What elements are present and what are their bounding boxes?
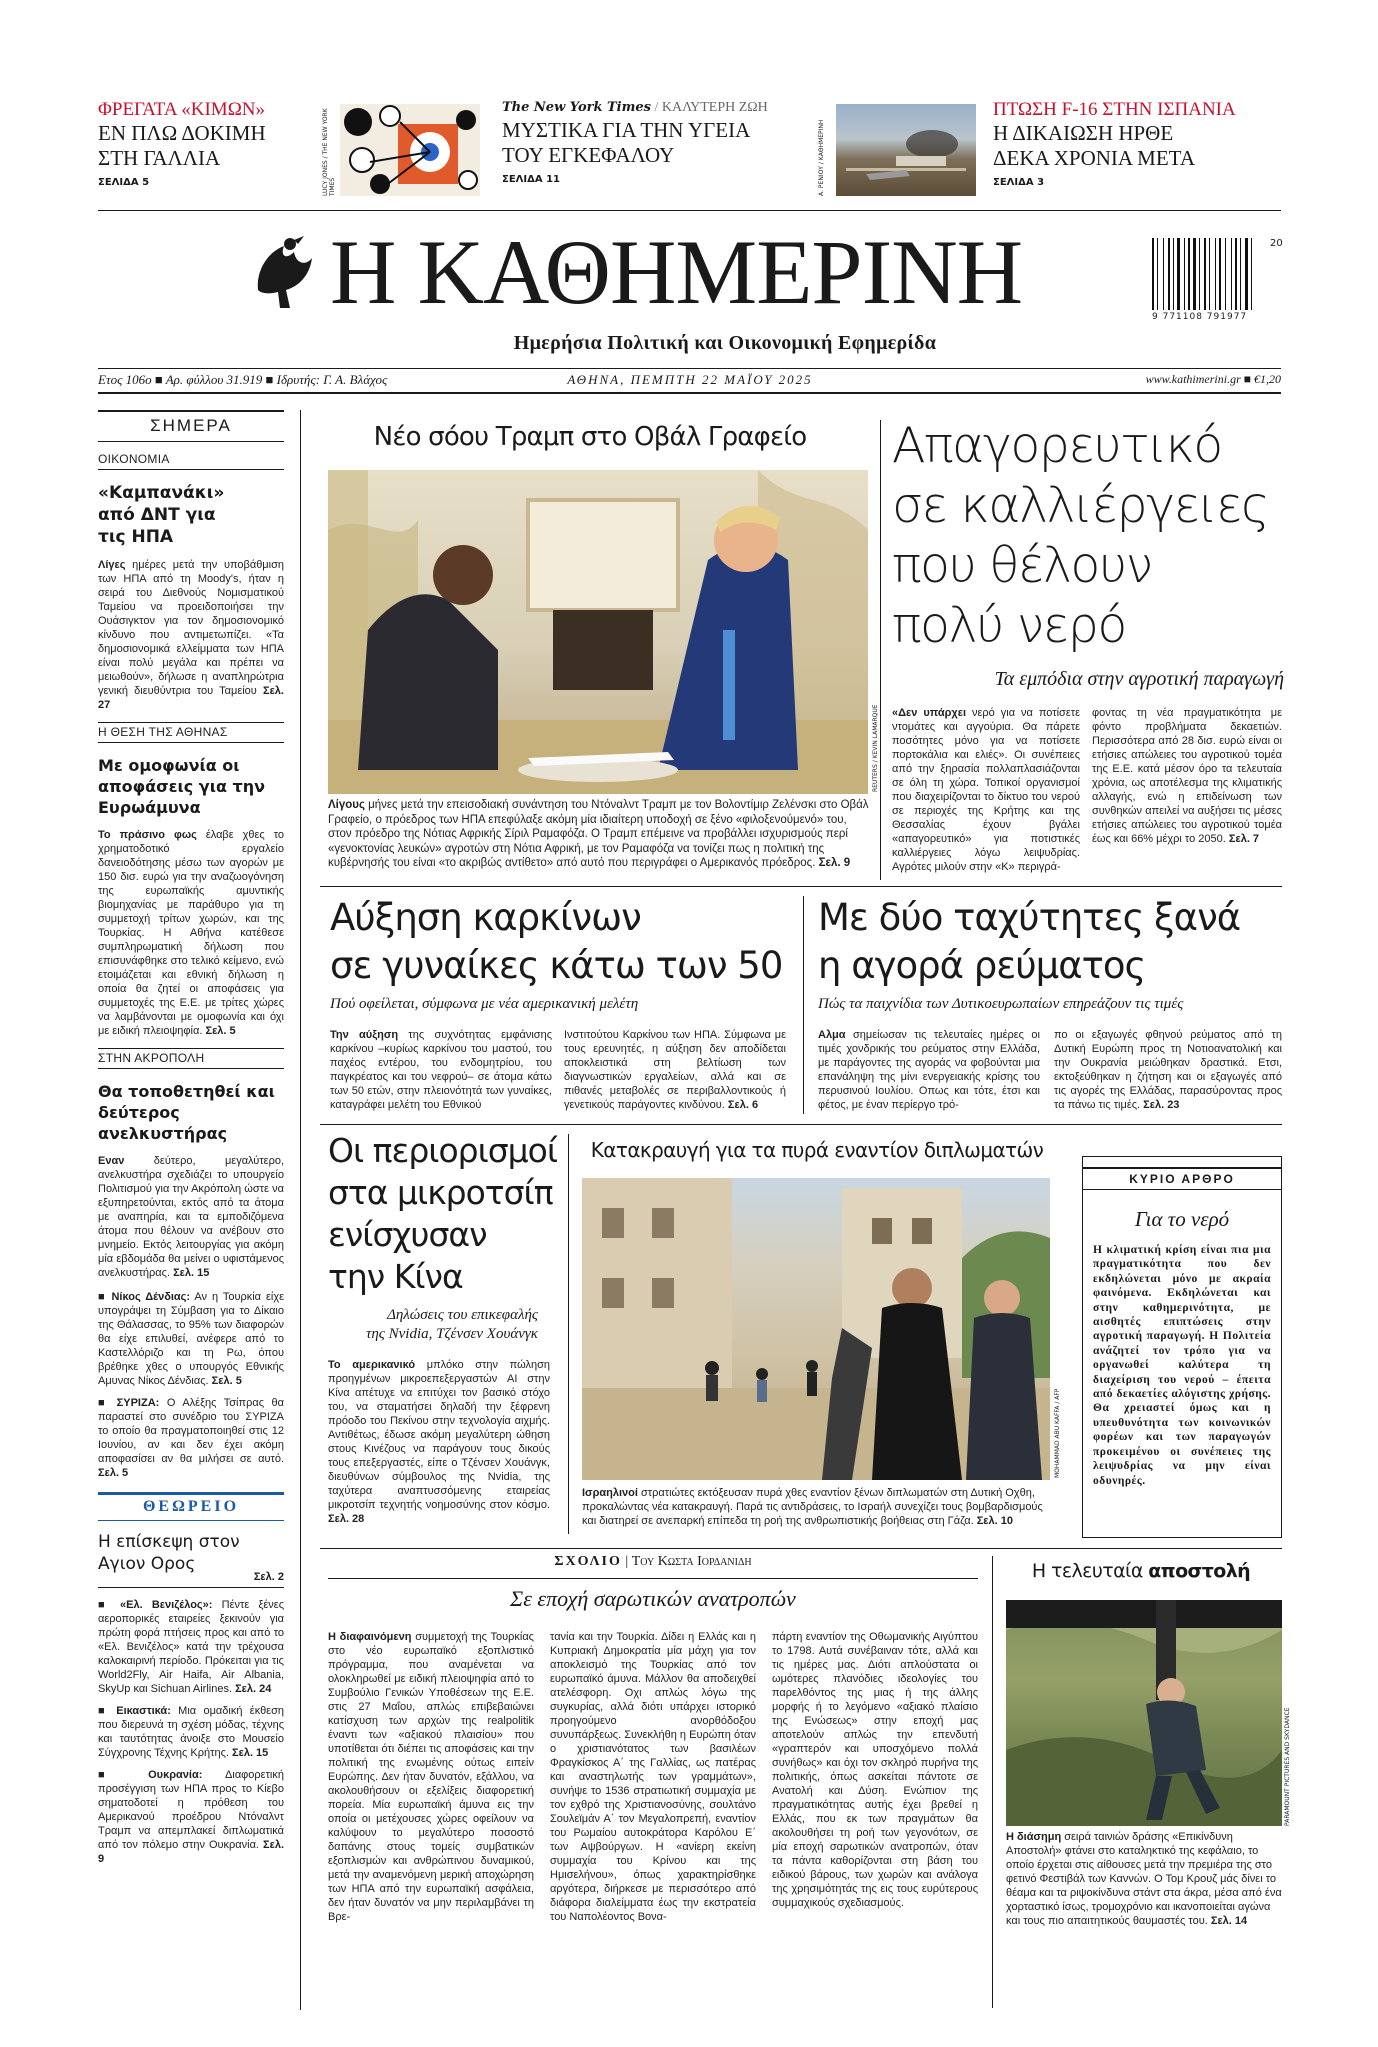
story-text: Πέντε ξένες αεροπορικές εταιρείες ξεκινούν για πρώτη φορά πτήσεις προς και από το «Ελ. Βενιζέλος» κατά την τρέχουσα καλοκαιρινή περίοδο. Πρόκειται για τις World2Fly, Air Haifa, Air Albania, SkyUp και Sichuan Airlines. <box>98 1599 284 1695</box>
barcode-number: 9 771108 791977 <box>1152 312 1248 322</box>
story-text: της συχνότητας εμφάνισης καρκίνου –κυρίως καρκίνου του μαστού, του παχέος εντέρου, του ενδομητρίου, του παγκρέατος και του νεφρού– σε άτομα κάτω των 50 ετών, στην πλειονότητά των γυναίκες, καταγράφει μελέτη του Εθνικού <box>330 1029 552 1111</box>
story-text: μπλόκο στην πώληση προηγμένων μικροεπεξεργαστών AI στην Κίνα απέτυχε να επιτύχει τον βασικό στόχο του, να σταματήσει δηλαδή την ξέφρενη πρόοδο του Πεκίνου στην τεχνολογία αιχμής. Αντιθέτως, έδωσε ακόμη μεγαλύτερη ώθηση στους Κινέζους να παράγουν τους δικούς τους επεξεργαστές, είπε ο Τζένσεν Χουάνγκ, διευθύνων σύμβουλος της Nvidia, της ταχύτερα αναπτυσσόμενης εταιρείας μικροτσίπ τεχνητής νοημοσύνης στον κόσμο. <box>328 1359 550 1511</box>
teaser-headline-1: ΕΝ ΠΛΩ ΔΟΚΙΜΗ <box>98 121 266 145</box>
chips-headline[interactable] <box>328 1130 578 1306</box>
teaser-kicker: ΠΤΩΣΗ F-16 ΣΤΗΝ ΙΣΠΑΝΙΑ <box>993 99 1236 120</box>
bullet-icon: ■ <box>98 1705 117 1717</box>
barcode-bars <box>1152 238 1272 310</box>
masthead-title: Η ΚΑΘΗΜΕΡΙΝΗ <box>330 221 1023 323</box>
dateline-date: ΑΘΗΝΑ, ΠΕΜΠΤΗ 22 ΜΑΪΟΥ 2025 <box>567 372 813 387</box>
section-label: Η ΘΕΣΗ ΤΗΣ ΑΘΗΝΑΣ <box>98 722 284 743</box>
teaser-divider <box>98 210 1281 211</box>
barcode-bar <box>1171 238 1172 310</box>
photo-credit: Α. ΡΕΝΙΟΥ / ΚΑΘΗΜΕΡΙΝΗ <box>818 119 825 196</box>
caption-text: στρατιώτες εκτόξευσαν πυρά χθες εναντίον ξένων διπλωματών στη Δυτική Οχθη, προκαλώντας νέα κατακραυγή. Παρά τις αντιδράσεις, το Ισραήλ συνεχίζει τους βομβαρδισμούς και διατηρεί σε ανεπαρκή επίπεδα τη ροή της ανθρωπιστικής βοήθειας στη Γάζα. <box>582 1487 1043 1527</box>
mission-caption <box>1006 1830 1282 1927</box>
teaser-kicker: ΚΑΛΥΤΕΡΗ ΖΩΗ <box>661 100 768 115</box>
headline-line: ενίσχυσαν <box>328 1215 487 1254</box>
brief-item <box>98 1396 284 1480</box>
barcode-issue: 20 <box>1270 238 1283 249</box>
label-separator: | <box>625 1554 632 1569</box>
comment-column-1 <box>328 1630 534 2008</box>
column-divider <box>568 1134 569 1534</box>
sidebar-story-title[interactable]: «Καμπανάκι» από ΔΝΤ για τις ΗΠΑ <box>98 483 225 547</box>
brief-item <box>98 1598 284 1696</box>
page-ref[interactable]: Σελ. 7 <box>1228 833 1260 845</box>
photo-credit: PARAMOUNT PICTURES AND SKYDANCE <box>1284 1707 1291 1826</box>
page-ref[interactable]: Σελ. 6 <box>727 1099 759 1111</box>
dateline-top-rule <box>98 368 1281 369</box>
nyt-logo: The New York Times <box>502 100 651 115</box>
teaser-page-ref: ΣΕΛΙΔΑ 5 <box>98 177 150 188</box>
lead-in: Το πράσινο φως <box>98 829 197 841</box>
barcode-bar <box>1173 238 1174 310</box>
story-text: Διαφορετική προσέγγιση των ΗΠΑ προς το Κίεβο σηματοδοτεί η πρόθεση του Αμερικανού προέδρου Ντόναλντ Τραμπ να απεμπλακεί διπλωματικά από τον πόλεμο στην Ουκρανία. <box>98 1769 284 1851</box>
lead-in: Η διάσημη <box>1006 1831 1062 1843</box>
page-ref[interactable]: Σελ. 24 <box>235 1683 272 1695</box>
caption-text: μήνες μετά την επεισοδιακή συνάντηση του Ντόναλντ Τραμπ με τον Βολοντίμιρ Ζελένσκι στο Οβάλ Γραφείο, ο πρόεδρος των ΗΠΑ επεφύλαξε ακόμη μία ιδιαίτερη υποδοχή σε ξένο «φιλοξενούμενό» του, στον πρόεδρο της Νότιας Αφρικής Σίριλ Ραμαφόζα. Ο Τραμπ επέμεινε να προβάλλει ισχυρισμούς περί «γενοκτονίας λευκών» αγροτών στη Νότια Αφρική, με τον Ραμαφόζα να τονίζει πως η πολιτική της κυβέρνησής του είναι «το ακριβώς αντίθετο» από αυτό που περιγράφει ο Αμερικανός πρόεδρος. <box>328 799 869 870</box>
barcode-bar <box>1242 238 1244 310</box>
power-column-2 <box>1054 1028 1282 1114</box>
comment-column-3 <box>772 1630 978 2008</box>
barcode-bar <box>1231 238 1232 310</box>
cancer-column-2 <box>564 1028 786 1114</box>
teaser-page-ref: ΣΕΛΙΔΑ 11 <box>502 174 560 185</box>
teaser-frigate[interactable] <box>98 98 328 198</box>
page-ref[interactable]: Σελ. 5 <box>205 1025 236 1037</box>
barcode-bar <box>1204 238 1206 310</box>
barcode-bar <box>1225 238 1226 310</box>
headline-line: που θέλουν <box>892 537 1152 594</box>
lead-in: Νίκος Δένδιας: <box>111 1291 191 1303</box>
lead-in: «Ελ. Βενιζέλος»: <box>120 1599 213 1611</box>
barcode-bar <box>1215 238 1216 310</box>
trump-caption <box>328 798 870 876</box>
chips-subtitle <box>328 1306 538 1346</box>
barcode-bar <box>1201 238 1203 310</box>
teaser-page-ref: ΣΕΛΙΔΑ 3 <box>993 177 1045 188</box>
water-subtitle: Τα εμπόδια στην αγροτική παραγωγή <box>994 668 1284 690</box>
headline-line: σε γυναίκες κάτω των 50 <box>330 944 783 987</box>
page-ref[interactable]: Σελ. 14 <box>1210 1915 1248 1927</box>
dateline-left: Ετος 106ο ■ Αρ. φύλλου 31.919 ■ Ιδρυτής: Γ. Α. Βλάχος <box>98 372 388 387</box>
barcode-bar <box>1175 238 1176 310</box>
bullet-icon: ■ <box>98 1397 117 1409</box>
comment-title[interactable]: Σε εποχή σαρωτικών ανατροπών <box>510 1586 796 1611</box>
barcode-bar <box>1245 238 1248 310</box>
story-text: νερό για να ποτίσετε ντομάτες και αγγούρια. Θα πάρετε ποσότητες μόνο για να ποτίσετε πορτοκάλια και ελιές». Οι συνέπειες από την ξηρασία πολλαπλασιάζονται σε όλη τη χώρα. Τοπικοί οργανισμοί που διαχειρίζονται το δίκτυο του νερού σε περιοχές της Κρήτης και της Θεσσαλίας έχουν βγάλει «απαγορευτικό» για ποτιστικές καλλιέργειες λόγω λειψυδρίας. Αγρότες μιλούν στην «Κ» περιγρά- <box>892 707 1080 873</box>
subtitle-line: Δηλώσεις του επικεφαλής <box>387 1307 538 1323</box>
photo-credit: LUCY JONES / THE NEW YORK TIMES <box>322 108 336 196</box>
story-text: Ο Αλέξης Τσίπρας θα παραστεί στο συνέδριο του ΣΥΡΙΖΑ το οποίο θα πραγματοποιηθεί στις 12 Ιουνίου, αν και δεν έχει ακόμη αποφασίσει αν θα μιλήσει σε αυτό. <box>98 1397 285 1465</box>
cancer-subtitle: Πού οφείλεται, σύμφωνα με νέα αμερικανική μελέτη <box>330 996 639 1012</box>
lead-in: Αλμα <box>818 1029 846 1041</box>
power-column-1 <box>818 1028 1040 1114</box>
brief-item <box>98 1768 284 1866</box>
cancer-column-1 <box>330 1028 552 1114</box>
story-text: πο οι εξαγωγές φθηνού ρεύματος από τη Δυτική Ευρώπη προς τη Νοτιοανατολική και την Ουκρανία μειώθηκαν δραστικά. Ετσι, εκτοξεύθηκαν η ζήτηση και οι εξαγωγές από τις αγορές της Ελλάδας, παρασύροντας προς τα πάνω τις τιμές. <box>1054 1029 1282 1111</box>
sidebar-story-title[interactable]: Θα τοποθετηθεί και δεύτερος ανελκυστήρας <box>98 1082 275 1143</box>
barcode-bar <box>1235 238 1237 310</box>
lead-in: Λίγες <box>98 559 126 571</box>
lead-in: «Δεν υπάρχει <box>892 707 967 719</box>
section-rule <box>320 1548 1282 1549</box>
oval-office-photo <box>328 470 868 794</box>
column-divider <box>803 896 804 1114</box>
brain-illustration <box>340 104 480 196</box>
barcode-bar <box>1233 238 1234 310</box>
theorio-title[interactable]: Η επίσκεψη στον Αγιον Ορος <box>98 1532 240 1574</box>
headline-line: η αγορά ρεύματος <box>818 944 1146 987</box>
barcode-bar <box>1249 238 1250 310</box>
comment-rule <box>328 1578 978 1579</box>
bullet-icon: ■ <box>98 1769 149 1781</box>
diplomats-headline[interactable]: Κατακραυγή για τα πυρά εναντίον διπλωματών <box>590 1138 1044 1162</box>
barcode-bar <box>1209 238 1210 310</box>
headline-emphasis: αποστολή <box>1148 1560 1251 1582</box>
photo-credit: REUTERS / KEVIN LAMARQUE <box>872 704 879 792</box>
barcode-bar <box>1177 238 1180 310</box>
story-text: Μια ομαδική έκθεση που διερευνά τη σχέση μόδας, τέχνης και ταυτότητας άνοιξε στο Μουσείο Σύγχρονης Τέχνης Κρήτης. <box>98 1705 284 1759</box>
cancer-headline[interactable] <box>330 894 790 998</box>
editorial-label: ΚΥΡΙΟ ΑΡΘΡΟ <box>1083 1167 1281 1190</box>
headline-line: Με δύο ταχύτητες ξανά <box>818 896 1241 939</box>
sidebar-story-body <box>98 1154 284 1280</box>
lead-in: Ισραηλινοί <box>582 1487 638 1499</box>
barcode-bar <box>1251 238 1252 310</box>
water-column-1 <box>892 706 1080 874</box>
page-ref[interactable]: Σελ. 15 <box>173 1267 210 1279</box>
story-text: σημείωσαν τις τελευταίες ημέρες οι τιμές χονδρικής του ρεύματος στην Ελλάδα, με παράγοντες της αγοράς να φοβούνται μια επανάληψη της μίνι ενεργειακής κρίσης του περυσινού Ιουλίου. Οπως και τότε, έτσι και φέτος, με έναν περίεργο τρό- <box>818 1029 1040 1111</box>
barcode-bar <box>1181 238 1183 310</box>
teaser-nyt[interactable] <box>502 98 802 198</box>
story-text: τανία και την Τουρκία. Δίδει η Ελλάς και η Κυπριακή Δημοκρατία μία μάχη για τον αποκλεισμό της Τουρκίας από τον ευρωπαϊκό άμυνα. Μάλλον θα αποδειχθεί ατελέσφορη. Οχι απλώς λόγω της συγκυρίας, αλλά διότι υπάρχει ιστορικό προηγούμενο ανορθόδοξου συνυπάρξεως. Συνεκλήθη η Ευρώπη όταν ο χριστιανότατος των βασιλέων Φραγκίσκος Α΄ της Γαλλίας, ως πατέρας και αναστηλωτής των γραμμάτων», συνήψε το 1536 στρατιωτική συμμαχία με τον εχθρό της Χριστιανοσύνης, σουλτάνο Σουλεϊμάν Α΄ τον Μεγαλοπρεπή, εναντίον του Ρωμαίου αυτοκράτορα Καρόλου Ε΄ των Αψβούργων. Η «ανίερη εκείνη συμμαχία του Κρίνου και της Ημισελήνου», όπως χαρακτηρίσθηκε αργότερα, διήρκεσε με περισσότερο από διάφορα διαλείμματα έως την εκστρατεία του Ναπολέοντος Βονα- <box>550 1631 756 1923</box>
story-text: ημέρες μετά την υποβάθμιση των ΗΠΑ από τη Moody's, ήταν η σειρά του Διεθνούς Νομισματικού Ταμείου να προειδοποιήσει την Ουάσιγκτον για τον δημοσιονομικό κίνδυνο που αντιμετωπίζει. «Τα δημοσιονομικά ελλείμματα των ΗΠΑ είναι πολύ μεγάλα και πρέπει να μειωθούν», δήλωσε η αναπληρώτρια γενική διευθύντρια του Ταμείου <box>98 559 284 697</box>
page-ref[interactable]: Σελ. 5 <box>98 1467 129 1479</box>
barcode-bar <box>1191 238 1192 310</box>
subtitle-line: της Nvidia, Τζένσεν Χουάνγκ <box>365 1326 538 1342</box>
editorial-box <box>1082 1156 1282 1538</box>
barcode-bar <box>1184 238 1185 310</box>
barcode <box>1152 238 1284 330</box>
photo-credit: MOHAMMAD ABU KAFFA / AFP <box>1054 1388 1061 1478</box>
page-ref[interactable]: Σελ. 10 <box>976 1515 1013 1527</box>
sidebar-divider <box>300 410 301 2010</box>
teaser-headline-2: ΤΟΥ ΕΓΚΕΦΑΛΟΥ <box>502 143 675 167</box>
barcode-bar <box>1238 238 1239 310</box>
barcode-bar <box>1217 238 1218 310</box>
power-subtitle: Πώς τα παιχνίδια των Δυτικοευρωπαίων επηρεάζουν τις τιμές <box>818 996 1184 1012</box>
lead-in: Ουκρανία: <box>148 1769 203 1781</box>
teaser-kicker: ΦΡΕΓΑΤΑ «ΚΙΜΩΝ» <box>98 99 266 120</box>
story-text: φοντας τη νέα πραγματικότητα με φόντο προβλήματα δεκαετιών. Περισσότερα από 28 δισ. ευρώ είναι οι ετήσιες απώλειες του αγροτικού τομέα της Ε.Ε. κατά μέσον όρο τα τελευταία χρόνια, ως αποτέλεσμα της κλιματικής αλλαγής, ενώ η επιδείνωση των συνθηκών απειλεί να αυξήσει τις μέσες ετήσιες απώλειες του αγροτικού τομέα έως και 66% μέχρι το 2050. <box>1092 707 1282 845</box>
barcode-bar <box>1199 238 1200 310</box>
section-label: ΣΤΗΝ ΑΚΡΟΠΟΛΗ <box>98 1048 284 1069</box>
comment-column-2 <box>550 1630 756 2008</box>
story-text: έλαβε χθες το χρηματοδοτικό εργαλείο δανειοδότησης μέσω των αγορών με 150 δισ. ευρώ για την αναζωογόνηση της ευρωπαϊκής αμυντικής βιομηχανίας με παράθυρο για τη συμμετοχή τρίτων χωρών, και της Τουρκίας. Η Αθήνα κατέθεσε συμπληρωματική δήλωση που επισυνάφθηκε στο τελικό κείμενο, ενώ ετοιμάζεται και εθνική δήλωση η οποία θα ζητεί οι αποφάσεις για συμμετοχές της Ε.Ε. με τρίτες χώρες να λαμβάνονται με ομοφωνία και όχι με ειδική πλειοψηφία. <box>98 829 284 1037</box>
comment-header <box>328 1554 978 1576</box>
section-rule <box>320 886 1282 887</box>
lead-in: ΣΥΡΙΖΑ: <box>116 1397 160 1409</box>
story-text: δεύτερο, μεγαλύτερο, ανελκυστήρα σχεδιάζει το υπουργείο Πολιτισμού για την Ακρόπολη ώστε να εξυπηρετούνται, εκτός από τα άτομα με αναπηρία, και τα εμποδιζόμενα άτομα που θέλουν να ανέβουν στο μνημείο. Εκτός λειτουργίας για ακόμη μία εβδομάδα θα μείνει ο υφιστάμενος ανελκυστήρας. <box>98 1155 284 1279</box>
chips-body <box>328 1358 550 1548</box>
brief-item <box>98 1290 284 1388</box>
f16-crash-photo <box>836 104 976 196</box>
headline-line: στα μικροτσίπ <box>328 1173 553 1212</box>
page-ref[interactable]: Σελ. 23 <box>1143 1099 1180 1111</box>
barcode-bar <box>1168 238 1170 310</box>
masthead-emblem-icon <box>250 230 320 316</box>
bullet-icon: ■ <box>98 1291 112 1303</box>
headline-line: πολύ νερό <box>892 597 1126 654</box>
sidebar-story-body <box>98 828 284 1038</box>
headline-line: την Κίνα <box>328 1257 463 1296</box>
headline-line: σε καλλιέργειες <box>892 477 1269 534</box>
page-ref[interactable]: Σελ. 9 <box>818 857 851 870</box>
theorio-label: ΘΕΩΡΕΙΟ <box>98 1492 284 1521</box>
page-ref[interactable]: Σελ. 5 <box>211 1375 242 1387</box>
dateline-right: www.kathimerini.gr ■ €1,20 <box>1145 372 1281 386</box>
barcode-bar <box>1240 238 1241 310</box>
headline-line: Οι περιορισμοί <box>328 1131 558 1170</box>
diplomats-caption <box>582 1486 1052 1534</box>
lead-in: Η διαφαινόμενη <box>328 1631 412 1643</box>
page-ref[interactable]: Σελ. 9 <box>98 1839 284 1865</box>
barcode-bar <box>1155 238 1156 310</box>
page-ref[interactable]: Σελ. 27 <box>98 685 284 711</box>
teaser-headline-1: Η ΔΙΚΑΙΩΣΗ ΗΡΘΕ <box>993 121 1174 145</box>
barcode-bar <box>1157 238 1158 310</box>
lead-in: Την αύξηση <box>330 1029 399 1041</box>
headline-text: Η τελευταία <box>1031 1560 1149 1582</box>
barcode-bar <box>1227 238 1230 310</box>
barcode-bar <box>1219 238 1221 310</box>
section-rule <box>320 1124 1282 1125</box>
lead-in: Το αμερικανικό <box>328 1359 416 1371</box>
editorial-body: Η κλιματική κρίση είναι πια μια πραγματικότητα που δεν εκδηλώνεται μόνο με ακραία φαινόμενα. Εκδηλώνεται και στην καθημερινότητα, με αισθητές επιπτώσεις στην αγροτική παραγωγή. Η Πολιτεία ανάζητεί τον τρόπο για να οργανωθεί καλύτερα τη διαχείριση του νερού – έπειτα από δεκαετίες αλόγιστης χρήσης. Θα χρειαστεί όμως και η υπευθυνότητα των κοινωνικών φορέων και των παραγωγών προκειμένου οι συνέπειες της λειψυδρίας να μην είναι οδυνηρές. <box>1093 1244 1271 1487</box>
comment-label: ΣΧΟΛΙΟ <box>554 1554 622 1569</box>
barcode-bar <box>1253 238 1255 310</box>
barcode-bar <box>1222 238 1224 310</box>
trump-headline[interactable]: Νέο σόου Τραμπ στο Οβάλ Γραφείο <box>373 422 807 452</box>
water-column-2 <box>1092 706 1282 874</box>
barcode-bar <box>1207 238 1208 310</box>
headline-line: Αύξηση καρκίνων <box>330 896 641 939</box>
column-divider <box>880 420 881 880</box>
dateline-bottom-rule <box>98 392 1281 394</box>
kicker-separator: / <box>654 100 662 115</box>
sidebar-today-label: ΣΗΜΕΡΑ <box>98 410 284 442</box>
page-ref[interactable]: Σελ. 15 <box>232 1747 269 1759</box>
page-ref[interactable]: Σελ. 2 <box>98 1571 284 1588</box>
column-divider <box>992 1556 993 2008</box>
barcode-bar <box>1197 238 1198 310</box>
masthead-subtitle: Ημερήσια Πολιτική και Οικονομική Εφημερίδα <box>513 332 937 354</box>
lead-in: Εναν <box>98 1155 125 1167</box>
teaser-headline-1: ΜΥΣΤΙΚΑ ΓΙΑ ΤΗΝ ΥΓΕΙΑ <box>502 118 751 142</box>
teaser-headline-2: ΔΕΚΑ ΧΡΟΝΙΑ ΜΕΤΑ <box>993 146 1195 170</box>
headline-line: Απαγορευτικό <box>892 417 1222 474</box>
biplane-stunt-photo <box>1006 1600 1282 1826</box>
teaser-headline-2: ΣΤΗ ΓΑΛΛΙΑ <box>98 146 221 170</box>
barcode-bar <box>1188 238 1190 310</box>
barcode-bar <box>1193 238 1196 310</box>
barcode-bar <box>1163 238 1164 310</box>
brief-item <box>98 1704 284 1760</box>
section-label: ΟΙΚΟΝΟΜΙΑ <box>98 452 284 470</box>
page-ref[interactable]: Σελ. 28 <box>328 1513 365 1525</box>
barcode-bar <box>1159 238 1162 310</box>
barcode-bar <box>1152 238 1154 310</box>
sidebar <box>98 410 284 2010</box>
barcode-bar <box>1165 238 1167 310</box>
comment-author: Του Κωστα Ιορδανιδη <box>631 1554 752 1569</box>
mission-headline[interactable] <box>1000 1560 1282 1588</box>
lead-in: Λίγους <box>328 799 365 811</box>
sidebar-story-body <box>98 558 284 712</box>
story-text: Αν η Τουρκία είχε υπογράψει τη Σύμβαση για το Δίκαιο της Θάλασσας, το 95% των διαφορών θα είχε επιλυθεί, ανέφερε από το Καστελλόριζο και τη Ρω, όπου βρέθηκε χθες ο υπουργός Εθνικής Αμυνας Νίκος Δένδιας. <box>98 1291 285 1387</box>
teaser-f16[interactable] <box>993 98 1283 198</box>
barcode-bar <box>1211 238 1214 310</box>
story-text: Ινστιτούτου Καρκίνου των ΗΠΑ. Σύμφωνα με τους ερευνητές, η αύξηση δεν αποδίδεται αποκλειστικά στη βελτίωση των διαγνωστικών εργαλείων, αλλά και σε πιθανές μεταβολές σε περιβαλλοντικούς ή γενετικούς παράγοντες κινδύνου. <box>564 1029 786 1111</box>
lead-in: Εικαστικά: <box>116 1705 171 1717</box>
power-headline[interactable] <box>818 894 1288 998</box>
story-text: πάρτη εναντίον της Οθωμανικής Αιγύπτου το 1798. Αυτά συνέβαιναν τότε, αλλά και τις ημέρες μας. Διότι απλούστατα οι ωμότερες πλανόδιες ιδεολογίες του παρελθόντος της μιας ή της άλλης μορφής ή το λεγόμενο «αξιακό πλαίσιο της Ενώσεως» στην εποχή μας αποτελούν απλώς την επενδυτή «γραπτερόν και υποσχόμενο πολλά συνήθως» και όχι τον σκληρό πυρήνα της πολιτικής, όπως ασκείται πάντοτε σε Ανατολή και Δύση. Ενώπιον της πραγματικότητας αυτής έχει βρεθεί η Ελλάς, που εκ των πραγμάτων θα ακολουθήσει τη ροή των γεγονότων, σε μία εποχή σαρωτικών ανατροπών, όταν τα πάντα καθορίζονται στη βάση του ειδικού βάρους, των χωρών και ανάλογα της χρησιμότητάς της εις τους ευρύτερους συμμαχικούς σχεδιασμούς. <box>772 1631 978 1909</box>
caption-text: σειρά ταινιών δράσης «Επικίνδυνη Αποστολή» φτάνει στο καταληκτικό της κεφάλαιο, το οποίο έρχεται στις αίθουσες μετά την πρεμιέρα της στο φετινό Φεστιβάλ των Καννών. Ο Τομ Κρουζ μάς δίνει το θέαμα και τα ριψοκίνδυνα στάντ στα άκρα, μέσα από ένα χορταστικό ίσως, τρομοχρόνιο και ικανοποιείται αγώνα και τους πιο απαιτητικούς θαυμαστές του. <box>1006 1831 1282 1927</box>
west-bank-photo <box>582 1178 1050 1480</box>
barcode-bar <box>1186 238 1187 310</box>
bullet-icon: ■ <box>98 1599 121 1611</box>
editorial-title[interactable]: Για το νερό <box>1134 1207 1230 1231</box>
water-headline[interactable] <box>892 416 1292 666</box>
story-text: συμμετοχή της Τουρκίας στο νέο ευρωπαϊκό εξοπλιστικό πρόγραμμα, που αναμένεται να ολοκληρωθεί με ειδική πλειοψηφία από το Συμβούλιο Γενικών Υποθέσεων της Ε.Ε. στις 27 Μαΐου, απλώς επιβεβαιώνει κατίσχυση των αρχών της realpolitik έναντι των «αξιακού πλαισίου» που υποτίθεται ότι διέπει τις αποφάσεις και την πολιτική της ενωμένης ούτως ειπείν Ευρώπης. Δεν ήταν δυνατόν, εξάλλου, να ακολουθήσουν οι εξελίξεις διαφορετική πορεία. Μία ευρωπαϊκή άμυνα εις την οποία οι μετέχουσες χώρες οφείλουν να καλύψουν το μεγαλύτερο ποσοστό δαπάνης στους τομείς συμβατικών εξοπλισμών και ανθρώπινου δυναμικού, μετά την αναμενόμενη μερική αποχώρηση των ΗΠΑ από την ευρωπαϊκή ασφάλεια, δεν ήταν δυνατόν να μην περιλαμβάνει τη Βρε- <box>328 1631 534 1923</box>
sidebar-story-title[interactable]: Με ομοφωνία οι αποφάσεις για την Ευρωάμυνα <box>98 756 265 817</box>
